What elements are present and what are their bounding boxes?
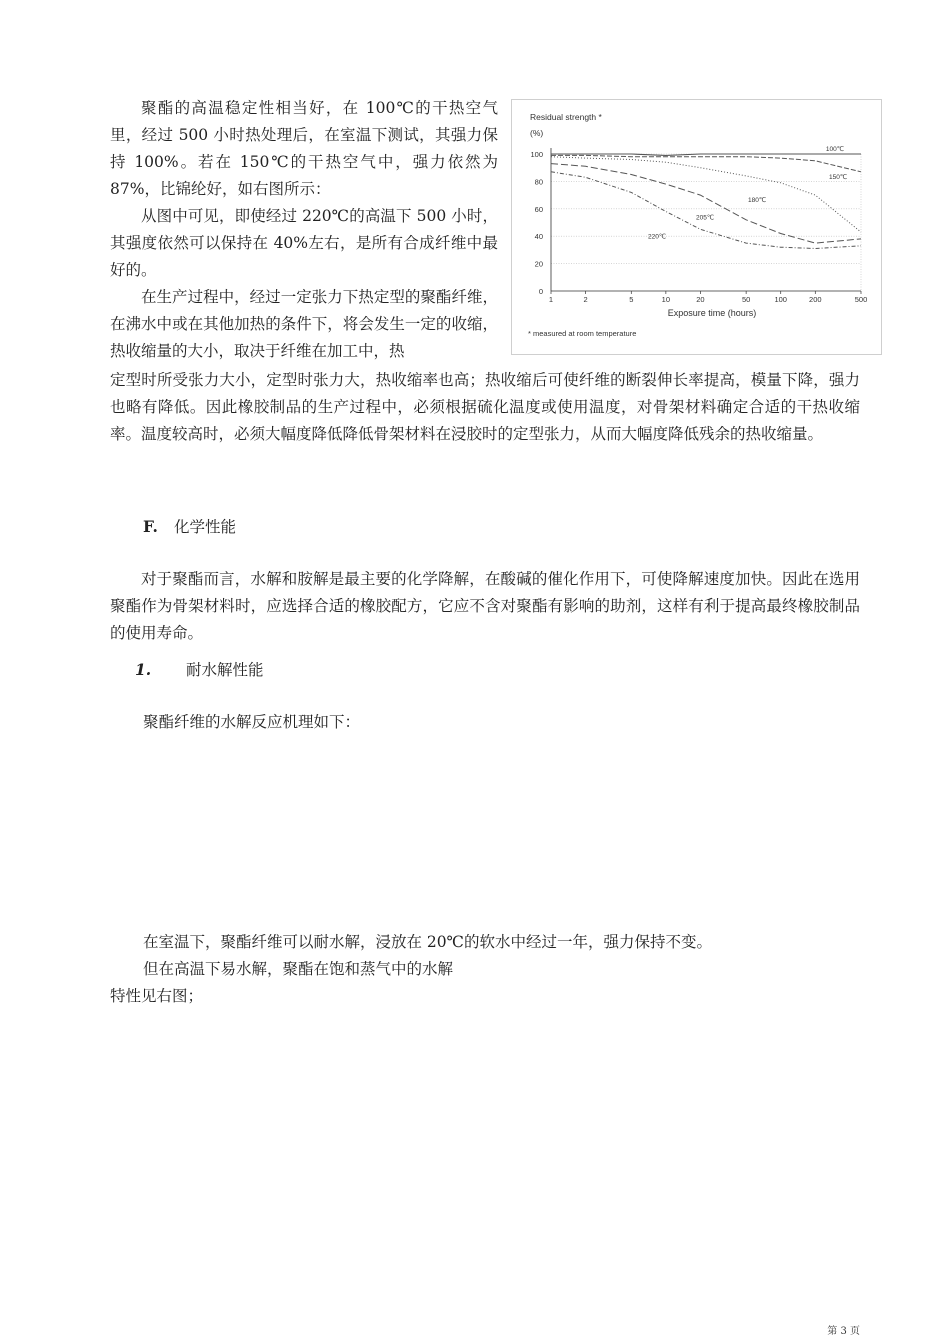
high-temperature-line-1: 但在高温下易水解，聚酯在饱和蒸气中的水解 [143,960,454,978]
section-f-title: 化学性能 [173,518,236,536]
x-tick-label: 100 [774,295,787,304]
chemical-paragraph: 对于聚酯而言，水解和胺解是最主要的化学降解，在酸碱的催化作用下，可使降解速度加快。因此在选用聚酯作为骨架材料时，应选择合适的橡胶配方，它应不含对聚酯有影响的助剂，这样有利于提高最终橡胶制品的使用寿命。 [110,570,860,642]
y-tick-label: 60 [534,204,543,214]
series-label: 150℃ [829,173,848,181]
x-tick-label: 500 [854,295,868,304]
room-temperature-paragraph: 在室温下，聚酯纤维可以耐水解，浸放在 20℃的软水中经过一年，强力保持不变。 [143,933,712,951]
x-tick-label: 2 [583,295,588,304]
x-tick-label: 5 [629,295,634,304]
x-tick-label: 1 [548,295,554,304]
page-number: 第 3 页 [827,1326,860,1337]
hydrolysis-intro: 聚酯纤维的水解反应机理如下： [143,713,361,731]
series-line [551,155,861,171]
chart-title: Residual strength * [530,112,602,122]
high-temperature-line-2: 特性见右图； [110,987,204,1005]
section-1-title: 耐水解性能 [185,661,264,679]
x-tick-label: 10 [661,295,671,304]
y-tick-label: 80 [534,177,543,187]
x-tick-label: 50 [741,295,751,304]
intro-paragraph-3-rest: 定型时所受张力大小，定型时张力大，热收缩率也高；热收缩后可使纤维的断裂伸长率提高，模量下降，强力也略有降低。因此橡胶制品的生产过程中，必须根据硫化温度或使用温度，对骨架材料确定合适的干热收缩率。温度较高时，必须大幅度降低降低骨架材料在浸胶时的定型张力，从而大幅度降低残余的热收缩量。 [110,371,860,443]
chart-svg [512,100,881,354]
y-tick-label: 0 [538,287,543,296]
chart-ylabel: (%) [530,128,544,138]
chart-xlabel: Exposure time (hours) [667,308,757,318]
y-tick-label: 20 [534,259,543,269]
section-1-heading [135,658,263,680]
series-label: 180℃ [748,197,767,205]
intro-paragraph-1: 聚酯的高温稳定性相当好，在 100℃的干热空气里，经过 500 小时热处理后，在室温下测试，其强力保持 100%。若在 150℃的干热空气中，强力依然为 87%，比锦纶好，如右图所示： [110,99,498,198]
section-1-label: 1. [135,660,152,679]
series-label: 220℃ [648,233,667,241]
section-f-heading [143,515,236,537]
x-tick-label: 20 [696,295,705,304]
intro-paragraph-3-start: 在生产过程中，经过一定张力下热定型的聚酯纤维，在沸水中或在其他加热的条件下，将会发生一定的收缩，热收缩量的大小，取决于纤维在加工中，热 [110,288,498,360]
series-label: 100℃ [825,146,844,153]
intro-block [110,95,498,365]
intro-paragraph-2: 从图中可见，即使经过 220℃的高温下 500 小时，其强度依然可以保持在 40%左右，是所有合成纤维中最好的。 [110,207,498,279]
chart-footnote: * measured at room temperature [528,329,637,338]
x-tick-label: 200 [809,295,822,304]
series-line [551,164,861,244]
y-tick-label: 100 [530,150,543,159]
series-line [551,154,861,155]
series-line [551,172,861,249]
residual-strength-chart [511,99,882,355]
section-f-label: F. [143,517,158,536]
y-tick-label: 40 [534,232,543,242]
series-label: 205℃ [696,214,715,222]
